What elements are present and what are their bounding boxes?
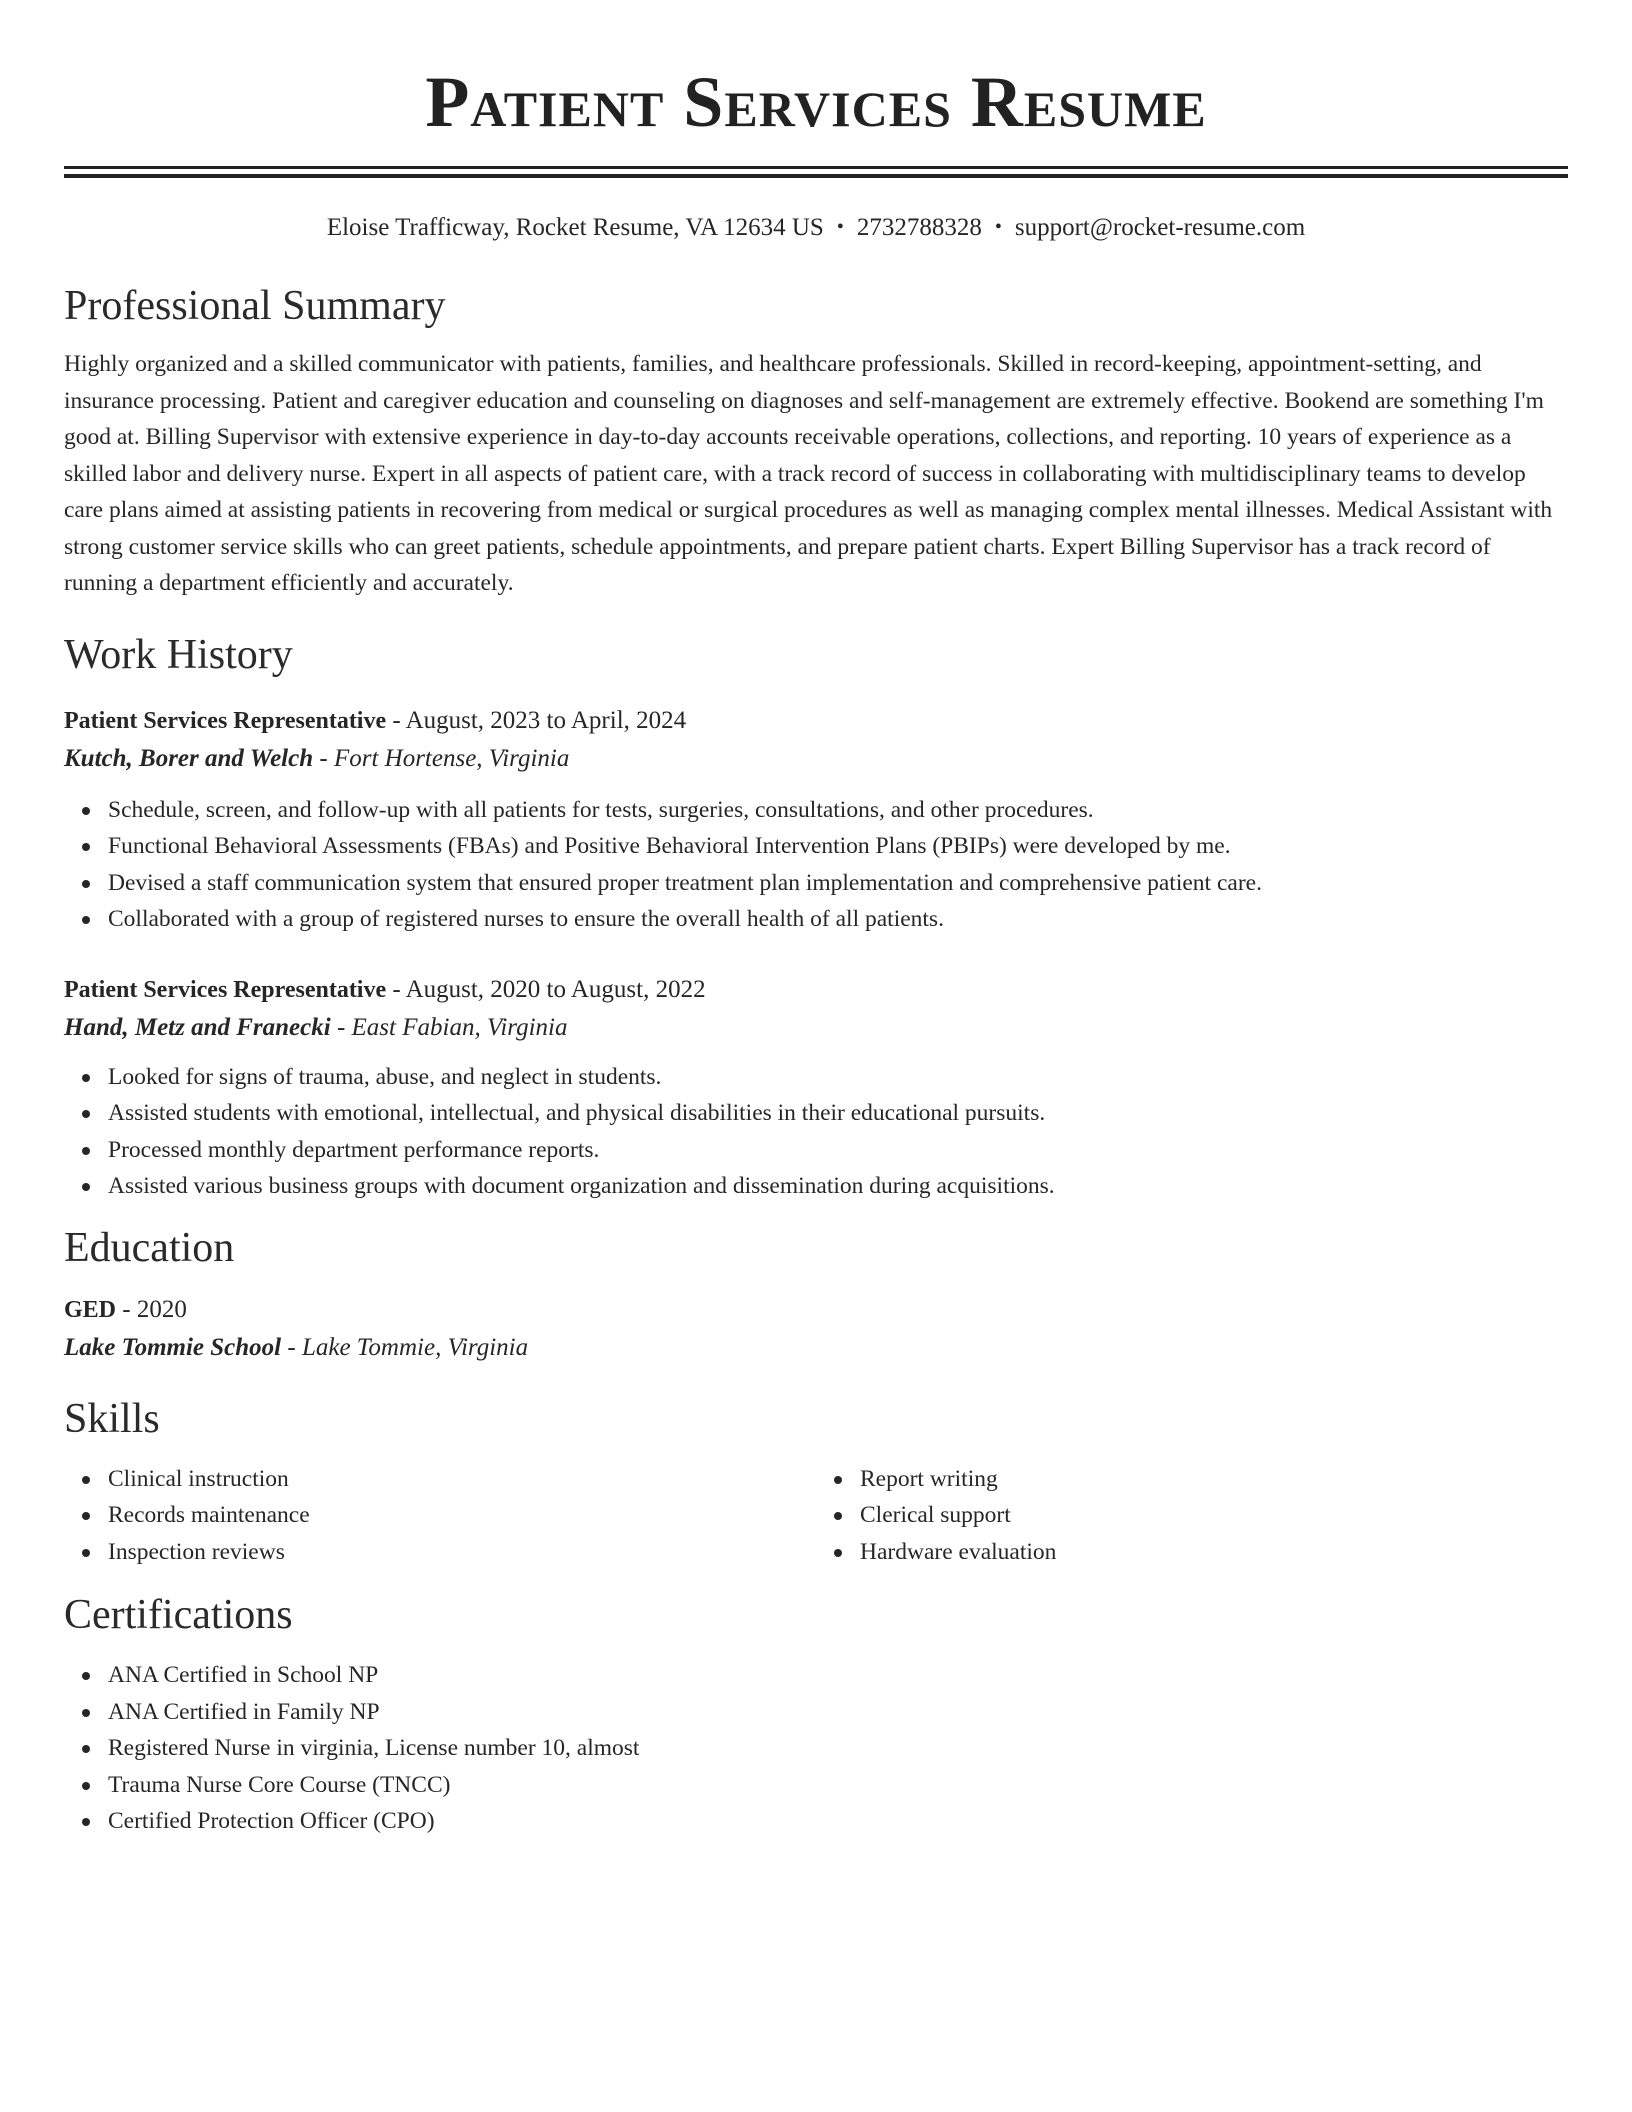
list-item: Clinical instruction [108,1461,816,1498]
summary-text: Highly organized and a skilled communicator with patients, families, and healthcare professionals. Skilled in record-keeping, appointment-setting, and insurance processing. Patient and caregiver education and counseling on diagnoses and self-management are extremely effective. Bookend are something I'm good at. Billing Supervisor with extensive experience in day-to-day accounts receivable operations, collections, and reporting. 10 years of experience as a skilled labor and delivery nurse. Expert in all aspects of patient care, with a track record of success in collaborating with multidisciplinary teams to develop care plans aimed at assisting patients in recovering from medical or surgical procedures as well as managing complex mental illnesses. Medical Assistant with strong customer service skills who can greet patients, schedule appointments, and prepare patient charts. Expert Billing Supervisor has a track record of running a department efficiently and accurately. [64,351,1553,596]
job-company: Kutch, Borer and Welch [64,744,314,772]
list-item: Inspection reviews [108,1534,816,1571]
certifications-section [64,1590,1568,1840]
title-rule-bottom [64,174,1568,178]
list-item: Hardware evaluation [860,1534,1568,1571]
job-company-line [64,740,1568,778]
certifications-list [64,1657,1568,1840]
list-item: Processed monthly department performance reports. [108,1132,1568,1169]
list-item: Records maintenance [108,1497,816,1534]
summary-heading: Professional Summary [64,283,446,329]
job-title: Patient Services Representative [64,976,387,1003]
skills-column-left [64,1461,816,1571]
list-item: Registered Nurse in virginia, License number 10, almost [108,1730,1568,1767]
school-location: - Lake Tommie, Virginia [281,1333,529,1361]
job-dates: - August, 2023 to April, 2024 [386,706,687,734]
job-title: Patient Services Representative [64,707,387,734]
title-rule-top [64,166,1568,169]
education-year: - 2020 [116,1295,187,1323]
list-item: Clerical support [860,1497,1568,1534]
degree: GED [64,1296,117,1323]
certifications-heading: Certifications [64,1592,293,1638]
list-item: ANA Certified in School NP [108,1657,1568,1694]
job-location: - Fort Hortense, Virginia [313,744,570,772]
list-item: Functional Behavioral Assessments (FBAs) and Positive Behavioral Intervention Plans (PBIPs) were developed by me. [108,828,1568,865]
contact-separator: • [994,216,1002,238]
list-item: Trauma Nurse Core Course (TNCC) [108,1767,1568,1804]
school-name: Lake Tommie School [64,1333,282,1361]
work-history-section [64,630,1568,1205]
education-heading: Education [64,1224,235,1271]
skills-grid [64,1461,1568,1571]
list-item: Assisted various business groups with document organization and dissemination during acquisitions. [108,1168,1568,1205]
school-line [64,1329,1568,1367]
education-entry [64,1291,1568,1367]
contact-line [64,212,1568,243]
job-dates: - August, 2020 to August, 2022 [386,975,706,1003]
list-item: ANA Certified in Family NP [108,1694,1568,1731]
skills-section [64,1394,1568,1571]
job-company: Hand, Metz and Franecki [64,1013,331,1041]
job-duties-list [64,1059,1568,1205]
job-title-line [64,971,1568,1009]
list-item: Report writing [860,1461,1568,1498]
list-item: Looked for signs of trauma, abuse, and neglect in students. [108,1059,1568,1096]
education-section [64,1223,1568,1367]
contact-phone: 2732788328 [856,214,982,241]
job-title-line [64,702,1568,740]
list-item: Assisted students with emotional, intellectual, and physical disabilities in their educational pursuits. [108,1095,1568,1132]
skills-column-right [816,1461,1568,1571]
list-item: Devised a staff communication system that ensured proper treatment plan implementation and comprehensive patient care. [108,865,1568,902]
work-history-heading: Work History [64,631,293,678]
summary-section [64,281,1568,602]
degree-line [64,1291,1568,1329]
job-company-line [64,1009,1568,1047]
contact-separator: • [836,216,844,238]
contact-address: Eloise Trafficway, Rocket Resume, VA 12634 US [326,214,824,241]
job-entry [64,702,1568,938]
resume-title: Patient Services Resume [425,62,1207,142]
skills-heading: Skills [64,1395,160,1442]
contact-email: support@rocket-resume.com [1014,214,1306,241]
list-item: Certified Protection Officer (CPO) [108,1803,1568,1840]
job-location: - East Fabian, Virginia [330,1013,568,1041]
job-duties-list [64,792,1568,938]
job-entry [64,971,1568,1205]
list-item: Schedule, screen, and follow-up with all patients for tests, surgeries, consultations, and other procedures. [108,792,1568,829]
list-item: Collaborated with a group of registered nurses to ensure the overall health of all patients. [108,901,1568,938]
